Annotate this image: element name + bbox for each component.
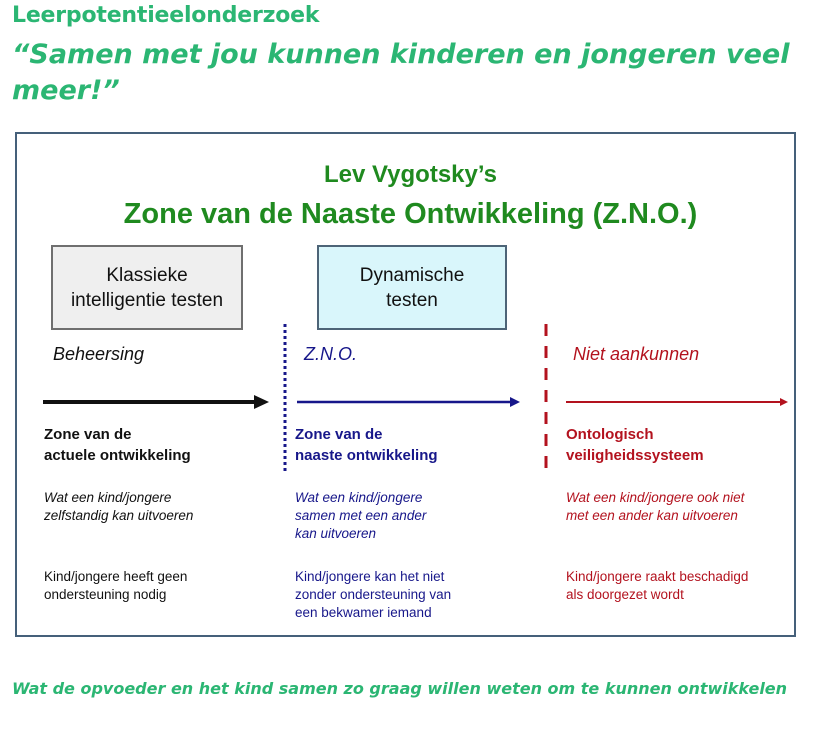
zone2-description-line: samen met een ander	[295, 508, 427, 523]
zone2-description	[295, 489, 426, 543]
dynamic-tests-line: testen	[386, 289, 438, 311]
diagram-title-line1: Lev Vygotsky’s	[324, 161, 497, 188]
zone1-description	[44, 489, 193, 525]
page-title: Leerpotentieelonderzoek	[12, 3, 320, 28]
zone2-description-line: kan uitvoeren	[295, 526, 377, 541]
zone3-description-line: Wat een kind/jongere ook niet	[566, 490, 745, 505]
classic-tests-box	[51, 245, 243, 330]
zone2-support-line: een bekwamer iemand	[295, 605, 432, 620]
zone1-name	[44, 424, 191, 466]
footer-caption: Wat de opvoeder en het kind samen zo graag willen weten om te kunnen ontwikkelen	[12, 679, 788, 698]
zone2-description-line: Wat een kind/jongere	[295, 490, 423, 505]
zone1-heading: Beheersing	[53, 344, 145, 364]
zone1-support-line: ondersteuning nodig	[44, 587, 167, 602]
classic-tests-line: Klassieke	[106, 264, 188, 286]
classic-tests-line: intelligentie testen	[70, 289, 224, 311]
zone2-name-line: Zone van de	[295, 426, 383, 443]
zone3-support	[566, 568, 748, 604]
zone3-arrow-head	[780, 398, 788, 406]
zone1-name-line: actuele ontwikkeling	[44, 447, 191, 464]
zone2-support-line: zonder ondersteuning van	[295, 587, 452, 602]
zone1-support	[44, 568, 187, 604]
zone1-description-line: Wat een kind/jongere	[44, 490, 172, 505]
zone2-arrow-head	[510, 397, 520, 407]
zone1-name-line: Zone van de	[44, 426, 132, 443]
page-subtitle: “Samen met jou kunnen kinderen en jongeren veel meer!”	[12, 39, 790, 106]
zone3-name	[566, 424, 704, 466]
dynamic-tests-line: Dynamische	[359, 264, 465, 286]
zone3-support-line: Kind/jongere raakt beschadigd	[566, 569, 749, 584]
zone2-name-line: naaste ontwikkeling	[295, 447, 438, 464]
zone3-description	[566, 489, 744, 525]
zone1-description-line: zelfstandig kan uitvoeren	[44, 508, 194, 523]
zone2-support	[295, 568, 451, 622]
zone3-name-line: Ontologisch	[566, 426, 654, 443]
diagram-title-line2: Zone van de Naaste Ontwikkeling (Z.N.O.)	[123, 198, 698, 230]
zone2-heading: Z.N.O.	[304, 344, 357, 364]
zno-diagram	[15, 132, 796, 637]
dynamic-tests-box	[317, 245, 507, 330]
zone3-support-line: als doorgezet wordt	[566, 587, 684, 602]
zone3-heading: Niet aankunnen	[573, 344, 700, 364]
zone3-name-line: veiligheidssysteem	[566, 447, 704, 464]
zone3-description-line: met een ander kan uitvoeren	[566, 508, 738, 523]
zone1-arrow-head	[254, 395, 269, 409]
zone2-support-line: Kind/jongere kan het niet	[295, 569, 445, 584]
zone1-support-line: Kind/jongere heeft geen	[44, 569, 188, 584]
zone2-name	[295, 424, 438, 466]
